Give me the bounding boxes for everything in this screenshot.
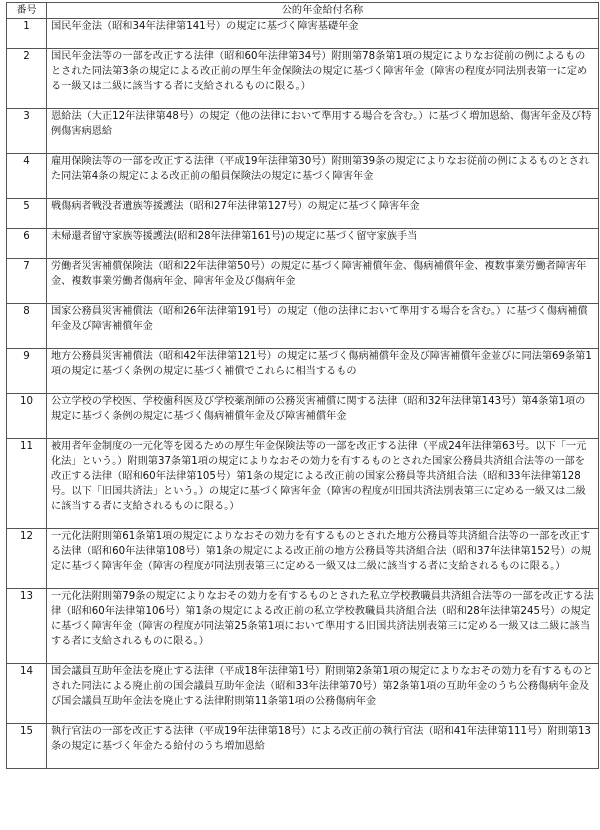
spacer-cell xyxy=(47,649,599,664)
table-row xyxy=(7,199,599,215)
table-row xyxy=(7,19,599,35)
row-spacer xyxy=(7,574,599,589)
row-spacer xyxy=(7,139,599,154)
table-row xyxy=(7,439,599,515)
spacer-cell xyxy=(47,754,599,769)
row-number: 7 xyxy=(7,259,47,290)
spacer-cell xyxy=(47,514,599,529)
spacer-cell xyxy=(7,334,47,349)
spacer-cell xyxy=(47,334,599,349)
header-benefit-name: 公的年金給付名称 xyxy=(47,3,599,19)
table-row xyxy=(7,589,599,650)
row-number: 5 xyxy=(7,199,47,215)
spacer-cell xyxy=(47,424,599,439)
row-spacer xyxy=(7,709,599,724)
benefit-name: 一元化法附則第61条第1項の規定によりなおその効力を有するものとされた地方公務員等共済組合法等の一部を改正する法律（昭和60年法律第108号）第1条の規定による改正前の地方公務員等共済組合法（昭和37年法律第152号）の規定に基づく障害年金（障害の程度が同法別表第三に定める一級又は二級に該当する者に支給されるものに限る。） xyxy=(47,529,599,575)
row-spacer xyxy=(7,754,599,769)
spacer-cell xyxy=(47,709,599,724)
row-spacer xyxy=(7,184,599,199)
row-number: 13 xyxy=(7,589,47,650)
spacer-cell xyxy=(7,214,47,229)
row-spacer xyxy=(7,649,599,664)
spacer-cell xyxy=(7,649,47,664)
spacer-cell xyxy=(47,214,599,229)
spacer-cell xyxy=(47,574,599,589)
table-body xyxy=(7,19,599,769)
row-number: 2 xyxy=(7,49,47,95)
spacer-cell xyxy=(47,244,599,259)
table-header-row xyxy=(7,3,599,19)
spacer-cell xyxy=(7,184,47,199)
benefit-name: 戦傷病者戦没者遺族等援護法（昭和27年法律第127号）の規定に基づく障害年金 xyxy=(47,199,599,215)
benefit-name: 国民年金法（昭和34年法律第141号）の規定に基づく障害基礎年金 xyxy=(47,19,599,35)
row-spacer xyxy=(7,514,599,529)
row-spacer xyxy=(7,214,599,229)
spacer-cell xyxy=(47,184,599,199)
spacer-cell xyxy=(7,424,47,439)
table-row xyxy=(7,529,599,575)
spacer-cell xyxy=(7,514,47,529)
row-number: 3 xyxy=(7,109,47,140)
spacer-cell xyxy=(47,94,599,109)
benefit-name: 国家公務員災害補償法（昭和26年法律第191号）の規定（他の法律において準用する場合を含む。）に基づく傷病補償年金及び障害補償年金 xyxy=(47,304,599,335)
row-spacer xyxy=(7,94,599,109)
table-row xyxy=(7,724,599,755)
spacer-cell xyxy=(47,289,599,304)
table-row xyxy=(7,259,599,290)
table-row xyxy=(7,154,599,185)
benefit-name: 未帰還者留守家族等援護法(昭和28年法律第161号)の規定に基づく留守家族手当 xyxy=(47,229,599,245)
row-spacer xyxy=(7,379,599,394)
spacer-cell xyxy=(7,34,47,49)
row-number: 14 xyxy=(7,664,47,710)
row-number: 10 xyxy=(7,394,47,425)
row-number: 8 xyxy=(7,304,47,335)
row-spacer xyxy=(7,289,599,304)
spacer-cell xyxy=(7,289,47,304)
spacer-cell xyxy=(7,709,47,724)
table-row xyxy=(7,49,599,95)
spacer-cell xyxy=(7,139,47,154)
row-spacer xyxy=(7,424,599,439)
benefit-name: 国民年金法等の一部を改正する法律（昭和60年法律第34号）附則第78条第1項の規定によりなお従前の例によるものとされた同法第3条の規定による改正前の厚生年金保険法の規定に基づく障害年金（障害の程度が同法別表第一に定める一級又は二級に該当する者に支給されるものに限る。） xyxy=(47,49,599,95)
benefit-name: 一元化法附則第79条の規定によりなおその効力を有するものとされた私立学校教職員共済組合法等の一部を改正する法律（昭和60年法律第106号）第1条の規定による改正前の私立学校教職員共済組合法（昭和28年法律第245号）の規定に基づく障害年金（障害の程度が同法第25条第1項において準用する旧国共済法別表第三に定める一級又は二級に該当する者に支給されるものに限る。） xyxy=(47,589,599,650)
table-row xyxy=(7,304,599,335)
row-number: 9 xyxy=(7,349,47,380)
row-spacer xyxy=(7,34,599,49)
spacer-cell xyxy=(7,754,47,769)
benefit-name: 恩給法（大正12年法律第48号）の規定（他の法律において準用する場合を含む。）に基づく増加恩給、傷害年金及び特例傷害病恩給 xyxy=(47,109,599,140)
header-number: 番号 xyxy=(7,3,47,19)
row-number: 11 xyxy=(7,439,47,515)
row-number: 12 xyxy=(7,529,47,575)
benefit-name: 被用者年金制度の一元化等を図るための厚生年金保険法等の一部を改正する法律（平成24年法律第63号。以下「一元化法」という。）附則第37条第1項の規定によりなおその効力を有するものとされた国家公務員共済組合法等の一部を改正する法律（昭和60年法律第105号）第1条の規定による改正前の国家公務員等共済組合法（昭和33年法律第128号。以下「旧国共済法」という。）の規定に基づく障害年金（障害の程度が旧国共済法別表第三に定める一級又は二級に該当する者に支給されるものに限る。） xyxy=(47,439,599,515)
row-spacer xyxy=(7,244,599,259)
table-row xyxy=(7,664,599,710)
spacer-cell xyxy=(7,379,47,394)
spacer-cell xyxy=(7,94,47,109)
benefit-name: 公立学校の学校医、学校歯科医及び学校薬剤師の公務災害補償に関する法律（昭和32年法律第143号）第4条第1項の規定に基づく条例の規定に基づく傷病補償年金及び障害補償年金 xyxy=(47,394,599,425)
benefit-name: 雇用保険法等の一部を改正する法律（平成19年法律第30号）附則第39条の規定によりなお従前の例によるものとされた同法第4条の規定による改正前の船員保険法の規定に基づく障害年金 xyxy=(47,154,599,185)
row-number: 4 xyxy=(7,154,47,185)
table-row xyxy=(7,109,599,140)
benefit-name: 執行官法の一部を改正する法律（平成19年法律第18号）による改正前の執行官法（昭和41年法律第111号）附則第13条の規定に基づく年金たる給付のうち増加恩給 xyxy=(47,724,599,755)
row-spacer xyxy=(7,334,599,349)
spacer-cell xyxy=(47,34,599,49)
spacer-cell xyxy=(7,244,47,259)
spacer-cell xyxy=(7,574,47,589)
spacer-cell xyxy=(47,379,599,394)
table-row xyxy=(7,394,599,425)
public-pension-table xyxy=(6,2,599,769)
row-number: 6 xyxy=(7,229,47,245)
spacer-cell xyxy=(47,139,599,154)
row-number: 1 xyxy=(7,19,47,35)
table-row xyxy=(7,349,599,380)
benefit-name: 地方公務員災害補償法（昭和42年法律第121号）の規定に基づく傷病補償年金及び障害補償年金並びに同法第69条第1項の規定に基づく条例の規定に基づく補償でこれらに相当するもの xyxy=(47,349,599,380)
row-number: 15 xyxy=(7,724,47,755)
benefit-name: 国会議員互助年金法を廃止する法律（平成18年法律第1号）附則第2条第1項の規定によりなおその効力を有するものとされた同法による廃止前の国会議員互助年金法（昭和33年法律第70号）第2条第1項の互助年金のうち公務傷病年金及び国会議員互助年金法を廃止する法律附則第11条第1項の公務傷病年金 xyxy=(47,664,599,710)
table-row xyxy=(7,229,599,245)
benefit-name: 労働者災害補償保険法（昭和22年法律第50号）の規定に基づく障害補償年金、傷病補償年金、複数事業労働者障害年金、複数事業労働者傷病年金、障害年金及び傷病年金 xyxy=(47,259,599,290)
